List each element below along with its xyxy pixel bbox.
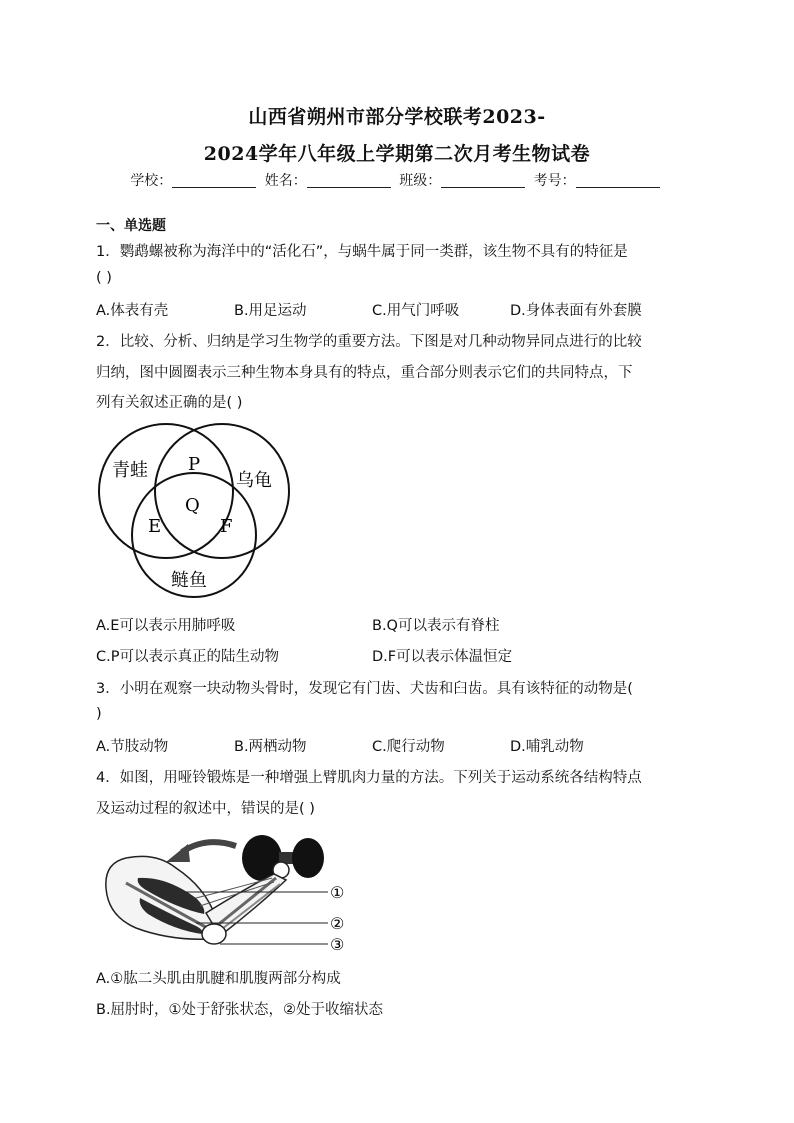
dumbbell-right-weight: [292, 838, 324, 878]
school-label: 学校：: [130, 173, 173, 189]
question-1-option-a[interactable]: A.体表有壳: [96, 303, 169, 319]
class-label: 班级：: [399, 173, 442, 189]
question-1-line-1: 1．鹦鹉螺被称为海洋中的“活化石”，与蜗牛属于同一类群，该生物不具有的特征是: [96, 244, 628, 260]
question-2-option-a[interactable]: A.E可以表示用肺呼吸: [96, 618, 236, 634]
venn-diagram: [94, 420, 294, 600]
exam-title-line1: 山西省朔州市部分学校联考2023-: [248, 106, 546, 128]
question-1-option-b[interactable]: B.用足运动: [234, 303, 307, 319]
exam-title-line2: 2024学年八年级上学期第二次月考生物试卷: [203, 143, 591, 165]
student-info-row: [0, 170, 794, 190]
arm-label-2: ②: [330, 914, 345, 933]
venn-circle-turtle: [155, 424, 289, 558]
venn-region-f: F: [220, 516, 233, 537]
question-1-option-d[interactable]: D.身体表面有外套膜: [510, 303, 642, 319]
question-2-option-b[interactable]: B.Q可以表示有脊柱: [372, 618, 500, 634]
question-2-option-c[interactable]: C.P可以表示真正的陆生动物: [96, 649, 279, 665]
question-3-line-1: 3．小明在观察一块动物头骨时，发现它有门齿、犬齿和臼齿。具有该特征的动物是(: [96, 681, 633, 697]
section-title: 一、单选题: [96, 218, 166, 234]
question-3-option-c[interactable]: C.爬行动物: [372, 739, 445, 755]
exam-number-label: 考号：: [533, 173, 576, 189]
question-3-option-b[interactable]: B.两栖动物: [234, 739, 307, 755]
question-3-line-2: ): [96, 706, 102, 722]
question-1-option-c[interactable]: C.用气门呼吸: [372, 303, 460, 319]
arm-label-1: ①: [330, 883, 345, 902]
question-4-option-b[interactable]: B.屈肘时，①处于舒张状态，②处于收缩状态: [96, 1002, 384, 1018]
motion-arrow-head: [166, 844, 190, 862]
venn-region-e: E: [148, 516, 162, 537]
question-2-line-3: 列有关叙述正确的是( ): [96, 395, 243, 411]
question-2-line-1: 2．比较、分析、归纳是学习生物学的重要方法。下图是对几种动物异同点进行的比较: [96, 334, 642, 350]
venn-label-fish: 鲢鱼: [171, 570, 207, 591]
arm-label-3: ③: [330, 935, 345, 954]
elbow-joint: [202, 924, 226, 944]
school-blank[interactable]: [172, 173, 256, 188]
venn-label-frog: 青蛙: [112, 460, 148, 481]
question-2-option-d[interactable]: D.F可以表示体温恒定: [372, 649, 513, 665]
question-4-option-a[interactable]: A.①肱二头肌由肌腱和肌腹两部分构成: [96, 971, 341, 987]
name-blank[interactable]: [307, 173, 391, 188]
venn-label-turtle: 乌龟: [236, 470, 272, 491]
question-2-line-2: 归纳，图中圆圈表示三种生物本身具有的特点，重合部分则表示它们的共同特点，下: [96, 365, 633, 381]
venn-circle-frog: [99, 424, 233, 558]
venn-region-q: Q: [185, 495, 200, 516]
question-4-line-1: 4．如图，用哑铃锻炼是一种增强上臂肌肉力量的方法。下列关于运动系统各结构特点: [96, 770, 642, 786]
question-1-line-2: ( ): [96, 270, 112, 286]
question-4-line-2: 及运动过程的叙述中，错误的是( ): [96, 801, 315, 817]
exam-number-blank[interactable]: [576, 173, 660, 188]
venn-region-p: P: [188, 454, 201, 475]
arm-dumbbell-diagram: [96, 828, 366, 958]
class-blank[interactable]: [441, 173, 525, 188]
question-3-option-d[interactable]: D.哺乳动物: [510, 739, 584, 755]
name-label: 姓名：: [264, 173, 307, 189]
motion-arrow: [182, 842, 236, 852]
question-3-option-a[interactable]: A.节肢动物: [96, 739, 169, 755]
